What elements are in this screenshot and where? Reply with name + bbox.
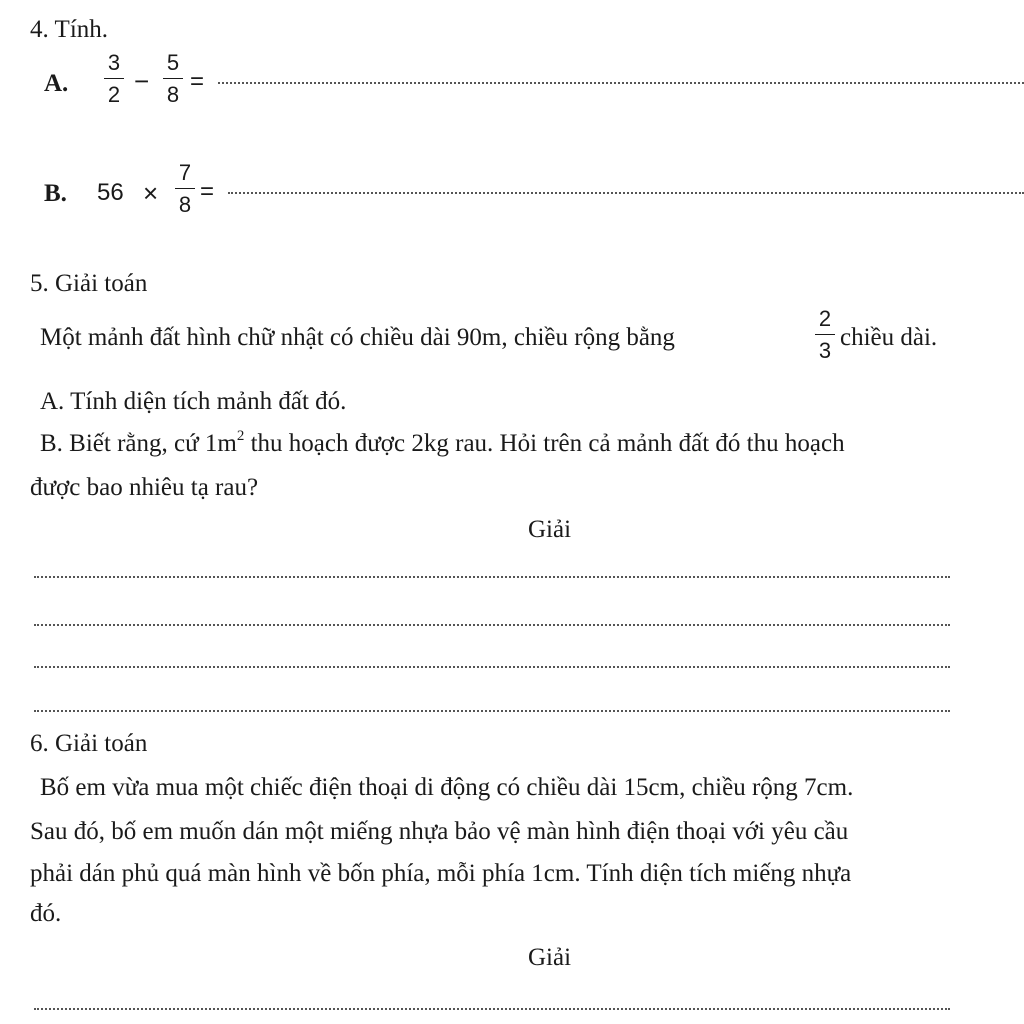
q5-fraction <box>814 307 836 363</box>
q5-solution-line-4 <box>34 710 950 712</box>
q5-solution-line-2 <box>34 624 950 626</box>
q5-part-b-line2: được bao nhiêu tạ rau? <box>30 474 259 501</box>
q4a-fraction-1-denominator: 2 <box>107 82 121 107</box>
q4a-answer-line <box>218 82 1024 84</box>
q4-heading: 4. Tính. <box>30 16 109 43</box>
q5-part-a: A. Tính diện tích mảnh đất đó. <box>40 388 347 415</box>
q5-solution-label: Giải <box>528 516 572 543</box>
q6-line-1: Bố em vừa mua một chiếc điện thoại di động có chiều dài 15cm, chiều rộng 7cm. <box>40 774 854 801</box>
q4a-minus: − <box>134 66 150 96</box>
q4b-label: B. <box>44 180 67 207</box>
q6-solution-line-1 <box>34 1008 950 1010</box>
q5-problem-text: Một mảnh đất hình chữ nhật có chiều dài 90m, chiều rộng bằng <box>40 324 675 351</box>
q5-part-b-start: B. Biết rằng, cứ 1m <box>40 430 237 457</box>
q5-fraction-numerator: 2 <box>818 306 832 331</box>
q4b-integer: 56 <box>97 179 124 206</box>
q4a-fraction-2 <box>162 51 184 107</box>
q4a-fraction-1-numerator: 3 <box>107 50 121 75</box>
q6-line-2: Sau đó, bố em muốn dán một miếng nhựa bảo vệ màn hình điện thoại với yêu cầu <box>30 818 849 845</box>
q5-solution-line-1 <box>34 576 950 578</box>
q4b-fraction-numerator: 7 <box>178 160 192 185</box>
q6-line-4: đó. <box>30 900 62 927</box>
q5-part-b <box>40 427 845 458</box>
q4b-times: × <box>143 178 159 208</box>
q5-part-b-end: thu hoạch được 2kg rau. Hỏi trên cả mảnh đất đó thu hoạch <box>244 430 845 457</box>
q5-part-b-superscript: 2 <box>236 427 245 444</box>
q4b-fraction-denominator: 8 <box>178 192 192 217</box>
q6-line-3: phải dán phủ quá màn hình về bốn phía, mỗi phía 1cm. Tính diện tích miếng nhựa <box>30 860 852 887</box>
q4b-answer-line <box>228 192 1024 194</box>
q5-solution-line-3 <box>34 666 950 668</box>
q6-solution-label: Giải <box>528 944 572 971</box>
q5-fraction-denominator: 3 <box>818 338 832 363</box>
q4a-equals: = <box>190 68 205 95</box>
q4a-fraction-2-denominator: 8 <box>166 82 180 107</box>
q6-heading: 6. Giải toán <box>30 730 148 757</box>
q4b-fraction <box>174 161 196 217</box>
q4a-label: A. <box>44 70 69 97</box>
q4a-fraction-2-numerator: 5 <box>166 50 180 75</box>
q4b-equals: = <box>200 178 215 205</box>
q4a-fraction-1 <box>103 51 125 107</box>
q5-problem-text-end: chiều dài. <box>840 324 938 351</box>
q5-heading: 5. Giải toán <box>30 270 148 297</box>
